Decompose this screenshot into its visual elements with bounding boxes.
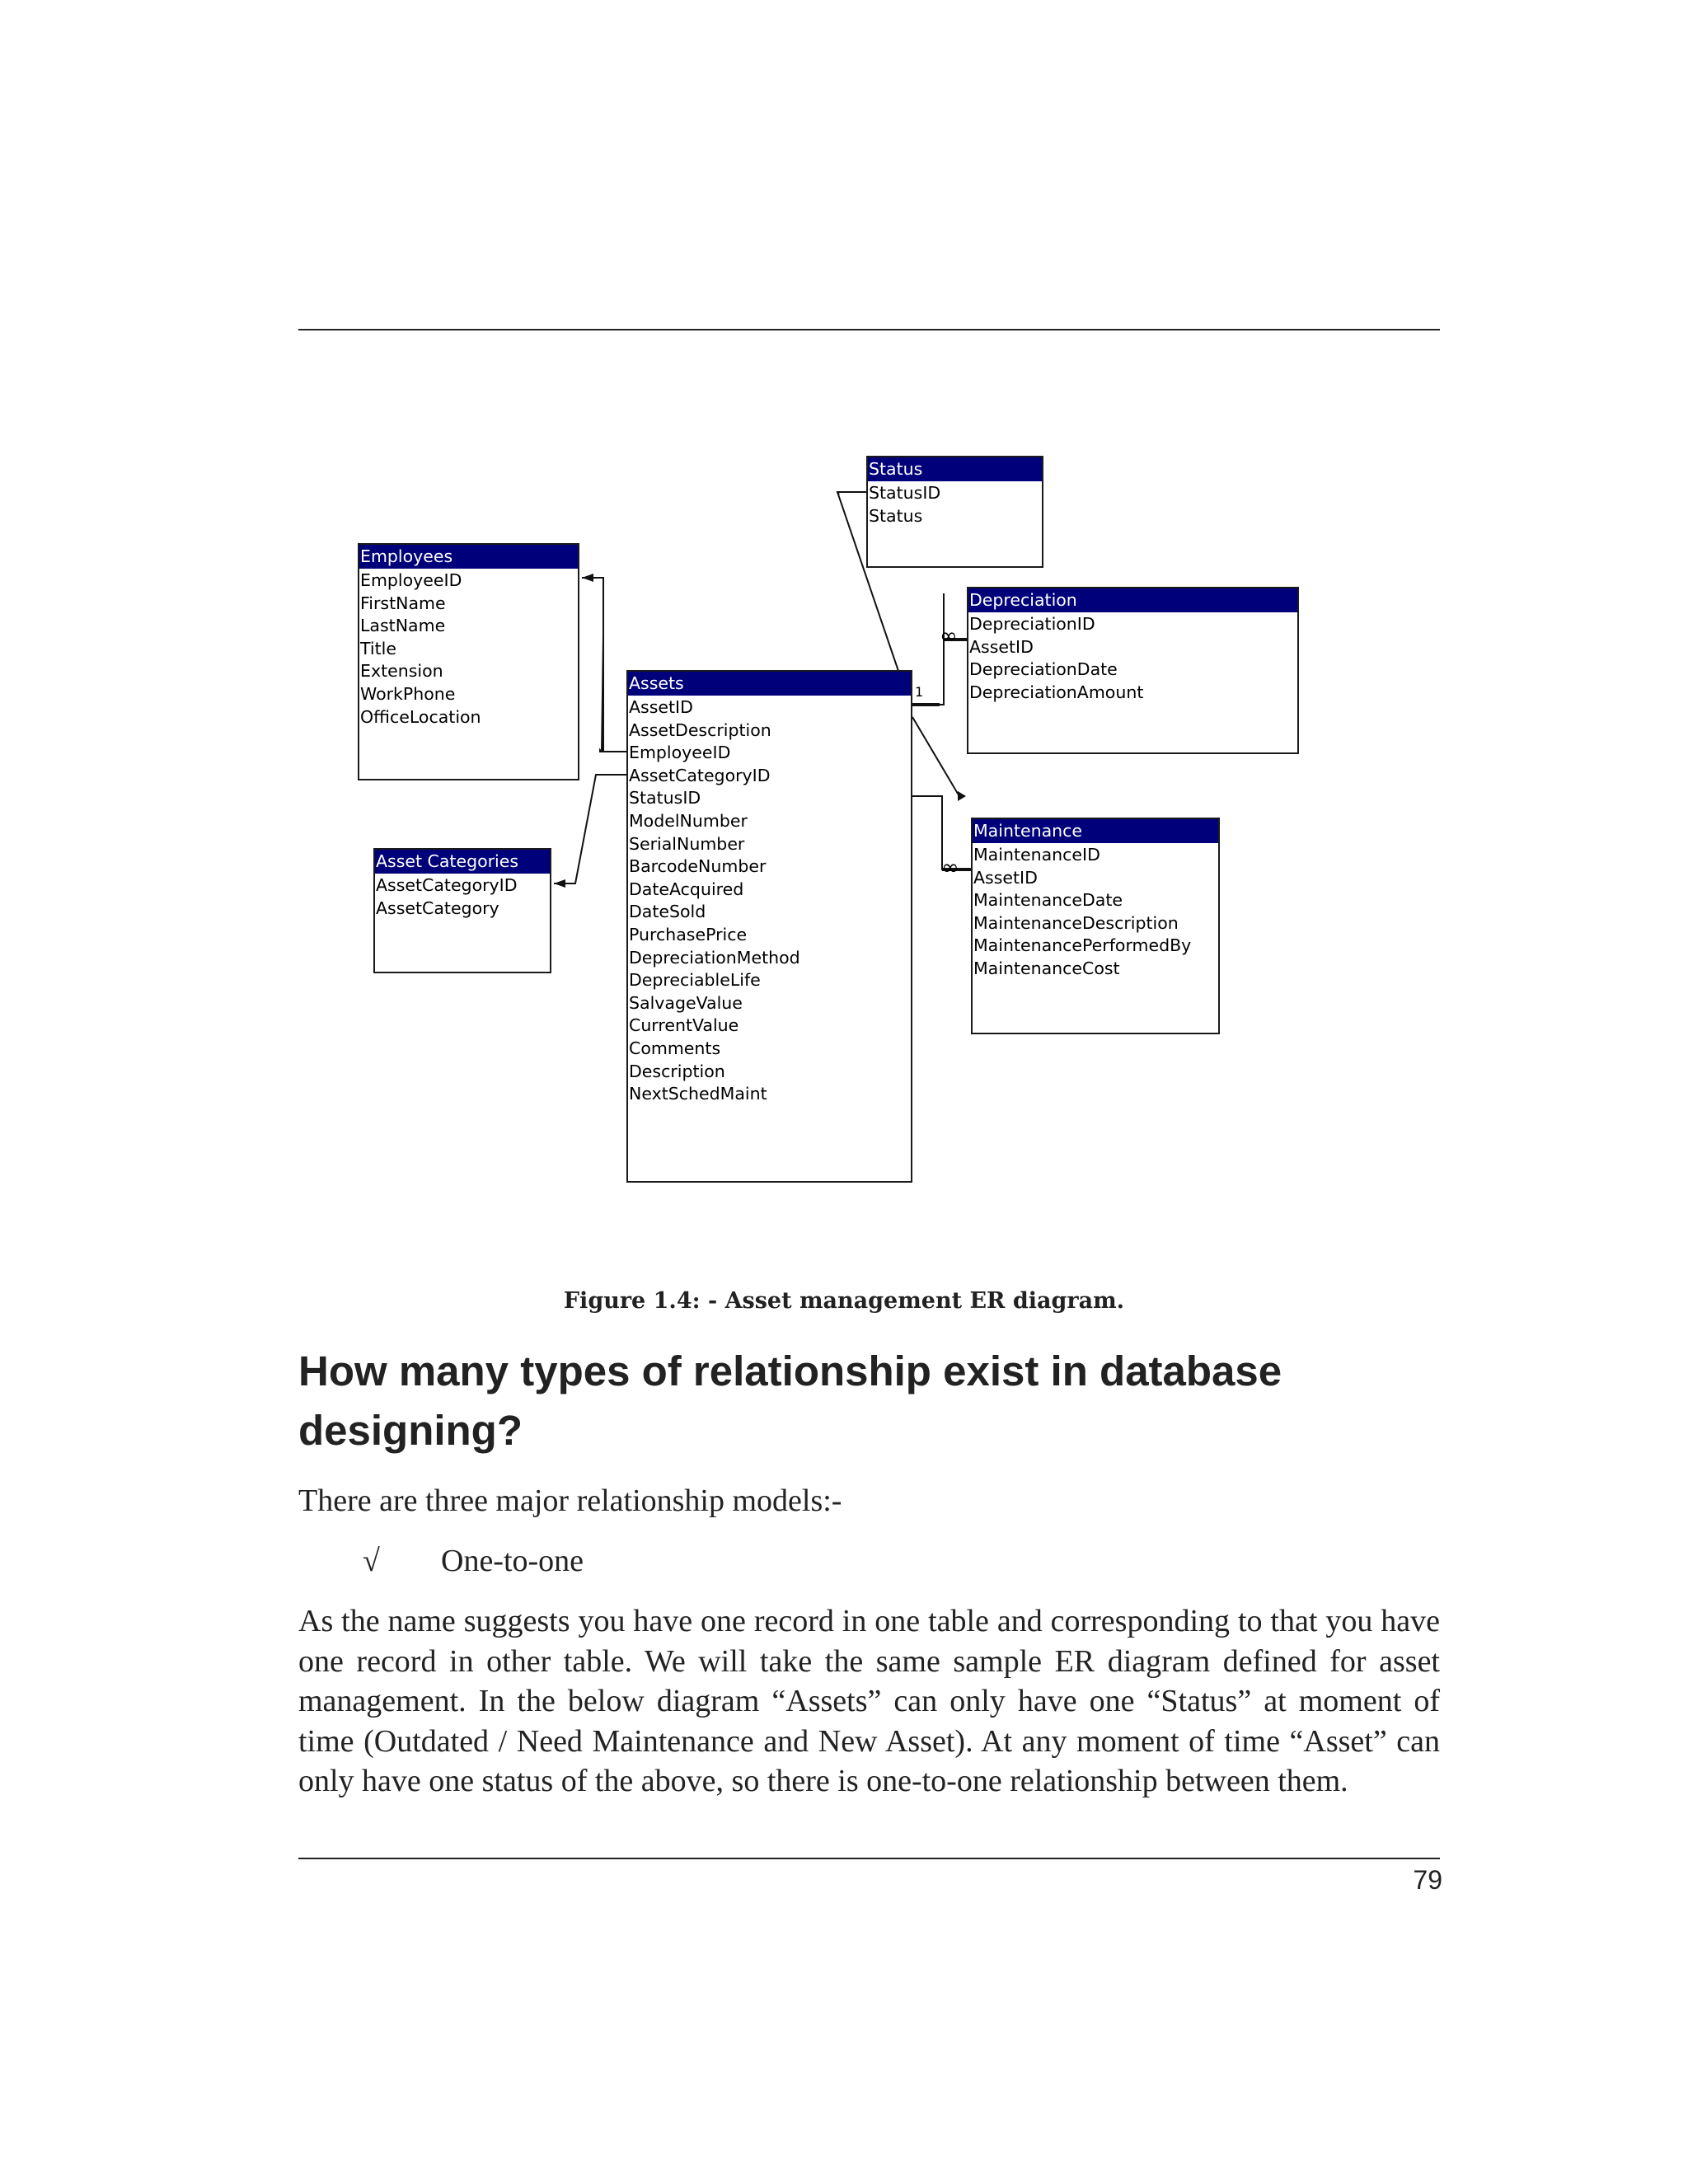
field: Title <box>360 638 396 658</box>
table-title: Depreciation <box>968 588 1297 612</box>
table-maintenance <box>971 818 1220 1034</box>
check-icon: √ <box>363 1544 380 1578</box>
table-title: Status <box>868 457 1042 481</box>
rel-employees-assets <box>582 578 626 752</box>
field: StatusID <box>869 483 941 503</box>
field: MaintenancePerformedBy <box>973 935 1192 956</box>
rel-assets-maintenance <box>912 717 960 798</box>
field: DateSold <box>629 902 706 922</box>
field: WorkPhone <box>360 683 456 704</box>
field: DepreciationAmount <box>969 682 1144 702</box>
field: MaintenanceID <box>973 845 1100 865</box>
table-title: Employees <box>359 545 578 569</box>
table-title: Assets <box>628 672 911 696</box>
field: Status <box>869 505 923 526</box>
field: Description <box>629 1061 725 1081</box>
field: AssetCategoryID <box>629 765 771 785</box>
arrow-categories <box>554 879 565 888</box>
field: DepreciableLife <box>629 970 761 991</box>
table-title: Asset Categories <box>375 850 550 874</box>
table-asset-categories <box>373 848 551 973</box>
field: MaintenanceDescription <box>973 912 1179 933</box>
field: AssetCategory <box>376 898 499 918</box>
field: DepreciationID <box>969 614 1095 634</box>
field: CurrentValue <box>629 1015 739 1036</box>
field: PurchasePrice <box>629 924 748 944</box>
footer-rule <box>298 1858 1440 1859</box>
field: Comments <box>629 1038 721 1058</box>
bullet-item: One-to-one <box>441 1544 584 1578</box>
field: AssetID <box>629 697 693 717</box>
field: MaintenanceDate <box>973 890 1123 911</box>
field: SerialNumber <box>629 833 745 854</box>
one-label: 1 <box>915 684 924 700</box>
field: EmployeeID <box>629 743 731 763</box>
table-depreciation <box>967 587 1299 754</box>
field: ModelNumber <box>629 810 748 831</box>
figure-caption: Figure 1.4: - Asset management ER diagram. <box>563 1288 1125 1314</box>
field: Extension <box>360 661 443 682</box>
field: SalvageValue <box>629 992 743 1013</box>
field: BarcodeNumber <box>629 856 767 877</box>
body-paragraph: As the name suggests you have one record in one table and corresponding to that you have one record in other table. We will take the same sample ER diagram defined for asset management. In the below diagram “Assets” can only have one “Status” at moment of time (Outdated / Need Maintenance and New Asset). At any moment of time “Asset” can only have one status of the above, so there is one-to-one relationship between them. <box>298 1604 1440 1798</box>
field: DepreciationMethod <box>629 947 800 968</box>
table-title: Maintenance <box>973 819 1218 843</box>
arrow-employees <box>582 574 593 582</box>
field: AssetCategoryID <box>376 875 518 895</box>
field: NextSchedMaint <box>629 1084 767 1104</box>
table-assets <box>626 670 912 1183</box>
table-status <box>866 456 1043 568</box>
field: MaintenanceCost <box>973 958 1120 978</box>
intro-text: There are three major relationship models:- <box>298 1483 842 1518</box>
many-label-maintenance: ∞ <box>941 855 959 880</box>
field: AssetID <box>969 636 1034 657</box>
many-label-depreciation: ∞ <box>940 624 958 649</box>
page-number: 79 <box>1413 1865 1442 1895</box>
table-employees <box>358 543 579 780</box>
field: DepreciationDate <box>969 659 1118 680</box>
section-heading: How many types of relationship exist in database designing? <box>298 1347 1282 1454</box>
field: FirstName <box>360 593 446 613</box>
field: EmployeeID <box>360 570 462 590</box>
field: LastName <box>360 616 446 636</box>
field: AssetDescription <box>629 719 771 740</box>
field: StatusID <box>629 788 701 808</box>
field: OfficeLocation <box>360 706 481 727</box>
arrow-maintenance <box>958 791 966 801</box>
field: DateAcquired <box>629 879 744 899</box>
field: AssetID <box>973 867 1038 888</box>
rel-categories-assets <box>554 775 626 883</box>
